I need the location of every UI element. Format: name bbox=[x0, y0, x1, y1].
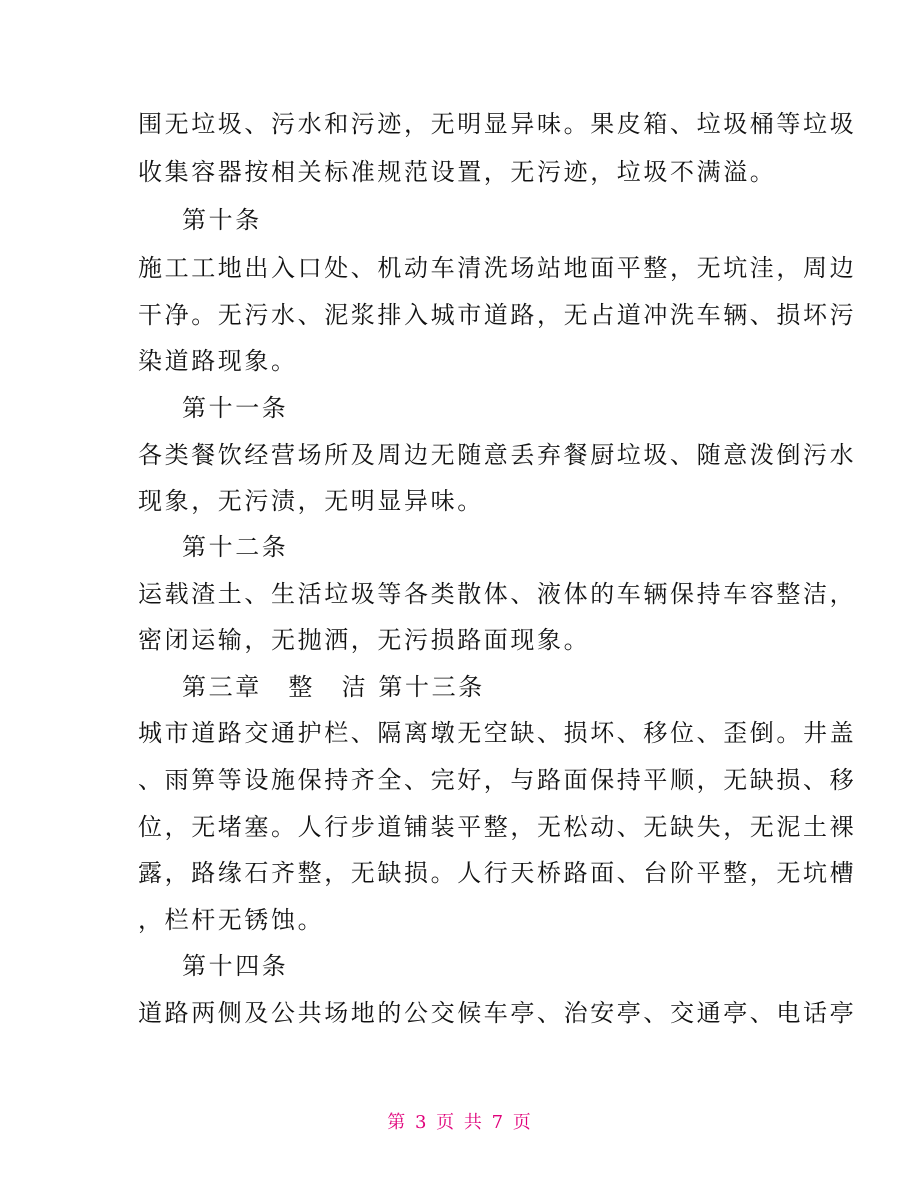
body-line: 干净。无污水、泥浆排入城市道路，无占道冲洗车辆、损坏污 bbox=[138, 301, 857, 329]
body-line: 城市道路交通护栏、隔离墩无空缺、损坏、移位、歪倒。井盖 bbox=[138, 719, 857, 747]
chapter-heading: 第三章 整 洁 第十三条 bbox=[182, 673, 485, 701]
body-line: 现象，无污渍，无明显异味。 bbox=[138, 487, 484, 515]
body-line: 密闭运输，无抛洒，无污损路面现象。 bbox=[138, 626, 591, 654]
body-line: 染道路现象。 bbox=[138, 347, 298, 375]
article-heading: 第十条 bbox=[182, 206, 262, 234]
body-line: 各类餐饮经营场所及周边无随意丢弃餐厨垃圾、随意泼倒污水 bbox=[138, 441, 857, 469]
article-heading: 第十四条 bbox=[182, 952, 289, 980]
body-line: 运载渣土、生活垃圾等各类散体、液体的车辆保持车容整洁， bbox=[138, 580, 857, 608]
page-number-footer: 第 3 页 共 7 页 bbox=[387, 1112, 533, 1133]
body-line: 位，无堵塞。人行步道铺装平整，无松动、无缺失，无泥土裸 bbox=[138, 813, 857, 841]
body-line: 收集容器按相关标准规范设置，无污迹，垃圾不满溢。 bbox=[138, 158, 777, 186]
body-line: 施工工地出入口处、机动车清洗场站地面平整，无坑洼，周边 bbox=[138, 254, 857, 282]
body-line: 露，路缘石齐整，无缺损。人行天桥路面、台阶平整，无坑槽 bbox=[138, 859, 857, 887]
body-line: ，栏杆无锈蚀。 bbox=[138, 906, 325, 934]
body-line: 道路两侧及公共场地的公交候车亭、治安亭、交通亭、电话亭 bbox=[138, 999, 857, 1027]
body-line: 、雨箅等设施保持齐全、完好，与路面保持平顺，无缺损、移 bbox=[138, 766, 857, 794]
body-line: 围无垃圾、污水和污迹，无明显异味。果皮箱、垃圾桶等垃圾 bbox=[138, 110, 857, 138]
article-heading: 第十二条 bbox=[182, 533, 289, 561]
article-heading: 第十一条 bbox=[182, 394, 289, 422]
